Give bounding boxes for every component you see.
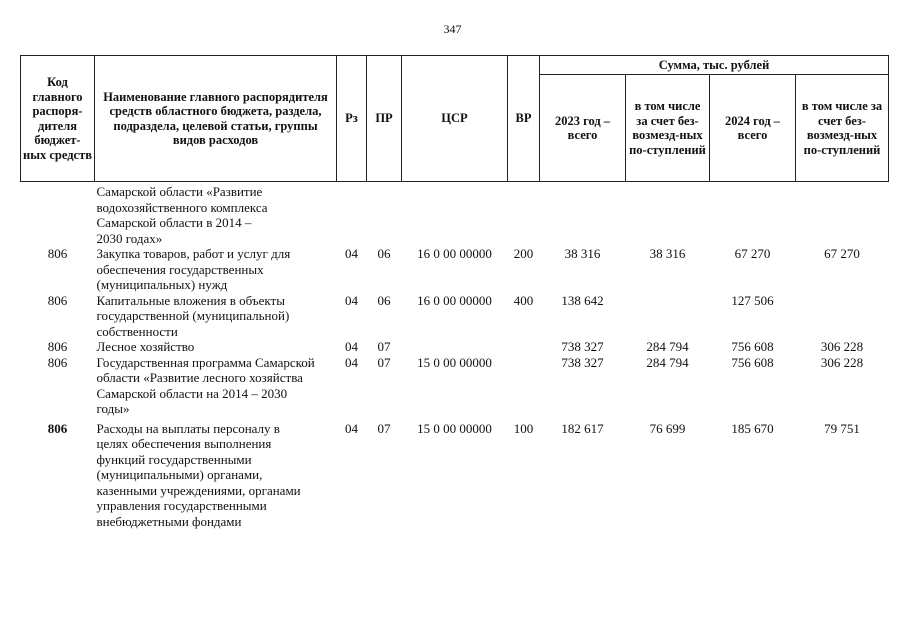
cell-code: 806 [47,246,68,261]
table-row [21,182,889,247]
cell-vr [508,182,540,247]
cell-2023-total [540,182,626,247]
cell-code: 806 [47,292,68,308]
header-rz: Рз [337,56,367,182]
cell-2023-free: 38 316 [649,246,686,261]
cell-2024-free: 306 228 [820,354,864,370]
cell-name: Самарской области «Развитие водохозяйственного комплекса Самарской области в 2014 – 2030 годах» [96,184,268,246]
cell-code: 806 [47,339,68,354]
cell-2023-free: 284 794 [646,354,689,370]
cell-2024-total: 756 608 [731,354,774,370]
cell-2023-total: 738 327 [561,354,604,370]
cell-csr: 16 0 00 00000 [417,246,492,261]
cell-pr: 07 [377,354,391,370]
cell-csr: 15 0 00 00000 [417,354,492,370]
header-name: Наименование главного распорядителя средств областного бюджета, раздела, подраздела, целевой статьи, группы видов расходов [95,56,337,182]
cell-pr: 06 [377,246,391,261]
cell-code: 806 [47,354,68,370]
cell-rz: 04 [345,420,358,436]
cell-2024-total: 756 608 [731,339,774,354]
cell-vr: 200 [513,246,534,261]
cell-2024-free [796,293,889,340]
cell-name: Лесное хозяйство [96,339,195,354]
cell-2024-free [796,182,889,247]
cell-2023-free: 76 699 [649,420,686,436]
table-row [21,246,889,293]
budget-table [20,55,889,529]
table-header [21,56,889,182]
table-row [21,339,889,355]
table-row [21,421,889,530]
cell-2024-total: 67 270 [734,246,771,261]
header-csr: ЦСР [402,56,508,182]
cell-2023-free: 284 794 [646,339,689,354]
cell-2024-free: 79 751 [824,420,860,436]
cell-csr: 15 0 00 00000 [417,420,492,436]
cell-pr: 07 [377,420,391,436]
cell-name: Закупка товаров, работ и услуг для обеспечения государственных (муниципальных) нужд [96,246,291,292]
cell-2024-total: 185 670 [731,420,774,436]
cell-name: Государственная программа Самарской области «Развитие лесного хозяйства Самарской области на 2014 – 2030 годы» [96,354,315,416]
cell-rz: 04 [345,292,358,308]
header-2024-free: в том числе за счет без-возмезд-ных по-ступлений [796,75,889,182]
cell-2024-free: 306 228 [820,339,864,354]
header-2023-total: 2023 год – всего [540,75,626,182]
cell-2023-total: 38 316 [564,246,601,261]
header-sum: Сумма, тыс. рублей [540,56,889,75]
cell-csr [402,339,508,355]
header-2024-total: 2024 год – всего [710,75,796,182]
cell-csr [402,182,508,247]
cell-name: Расходы на выплаты персоналу в целях обеспечения выполнения функций государственными (муниципальными) органами, казенными учреждениями, органами управления государственными внебюджетными фондами [96,420,301,529]
table-body [21,182,889,530]
header-2023-free: в том числе за счет без-возмезд-ных по-ступлений [626,75,710,182]
cell-2023-total: 138 642 [561,292,604,308]
table-row [21,355,889,417]
cell-pr [367,182,402,247]
header-vr: ВР [508,56,540,182]
cell-pr: 07 [377,339,391,354]
cell-2023-total: 738 327 [561,339,604,354]
cell-2024-total [710,182,796,247]
cell-name: Капитальные вложения в объекты государственной (муниципальной) собственности [96,292,290,339]
cell-rz: 04 [345,339,358,354]
cell-vr: 100 [513,420,534,436]
cell-csr: 16 0 00 00000 [417,292,492,308]
cell-code [21,182,95,247]
cell-code: 806 [47,420,68,436]
cell-rz [337,182,367,247]
cell-2023-total: 182 617 [561,420,604,436]
cell-2024-total: 127 506 [731,292,774,308]
cell-vr [508,339,540,355]
cell-vr: 400 [513,292,534,308]
page-number: 347 [443,22,462,36]
cell-2024-free: 67 270 [824,246,860,261]
cell-2023-free [626,293,710,340]
cell-rz: 04 [345,246,358,261]
header-pr: ПР [367,56,402,182]
cell-vr [508,355,540,417]
header-code: Код главного распоря-дителя бюджет-ных средств [21,56,95,182]
table-row [21,293,889,340]
cell-pr: 06 [377,292,391,308]
cell-rz: 04 [345,354,358,370]
cell-2023-free [626,182,710,247]
